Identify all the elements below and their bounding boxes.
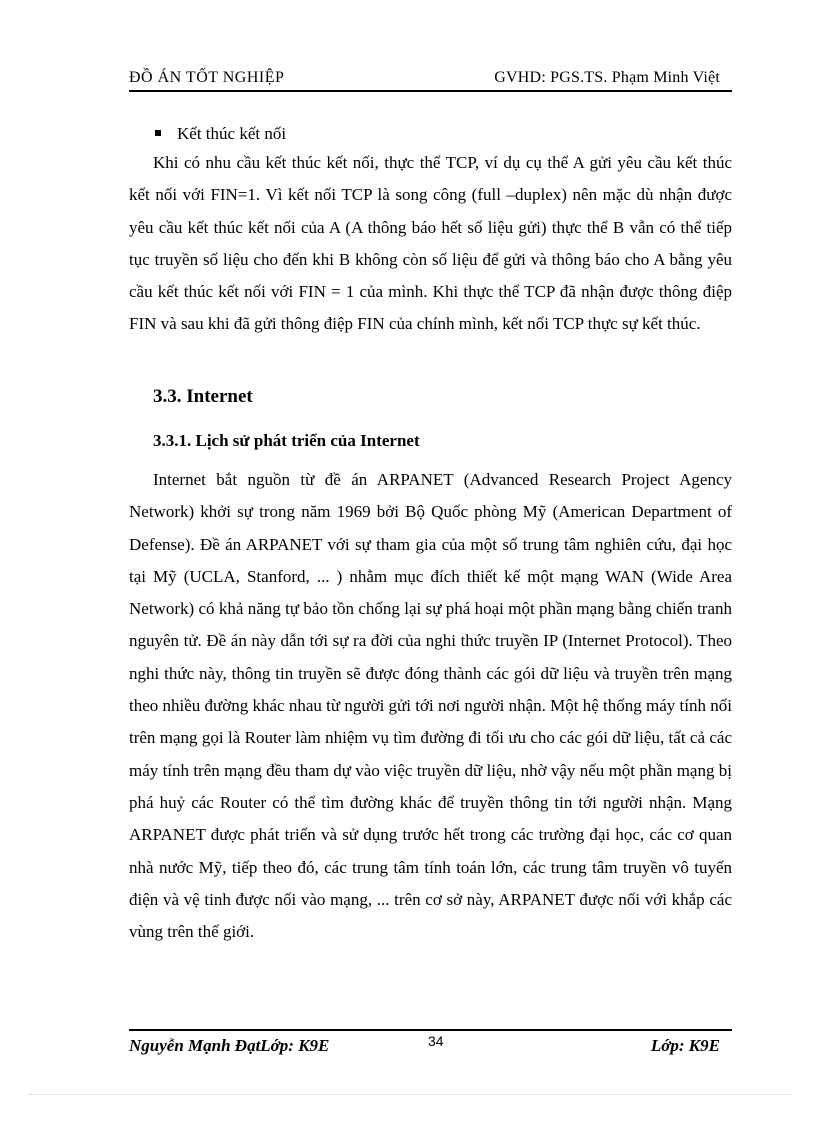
subsection-heading: 3.3.1. Lịch sử phát triển của Internet xyxy=(153,431,420,450)
header-supervisor: GVHD: PGS.TS. Phạm Minh Việt xyxy=(494,69,720,86)
bullet-label: Kết thúc kết nối xyxy=(177,124,287,143)
page-bottom-dotted-line xyxy=(28,1094,792,1095)
bullet-item xyxy=(155,124,286,144)
section-heading: 3.3. Internet xyxy=(153,386,253,407)
paragraph-connection-termination: Khi có nhu cầu kết thúc kết nối, thực thể TCP, ví dụ cụ thể A gửi yêu cầu kết thúc kết nối với FIN=1. Vì kết nối TCP là song công (full –duplex) nên mặc dù nhận được yêu cầu kết thúc kết nối của A (A thông báo hết số liệu gửi) thực thể B vẫn có thể tiếp tục truyền số liệu cho đến khi B không còn số liệu để gửi và thông báo cho A bằng yêu cầu kết thúc kết nối với FIN = 1 của mình. Khi thực thể TCP đã nhận được thông điệp FIN và sau khi đã gửi thông điệp FIN của chính mình, kết nối TCP thực sự kết thúc. xyxy=(129,153,732,334)
footer-author: Nguyễn Mạnh ĐạtLớp: K9E xyxy=(129,1036,330,1055)
footer-divider xyxy=(129,1029,732,1031)
page-header xyxy=(129,66,732,92)
paragraph-internet-history: Internet bắt nguồn từ đề án ARPANET (Advanced Research Project Agency Network) khởi sự trong năm 1969 bởi Bộ Quốc phòng Mỹ (American Department of Defense). Đề án ARPANET với sự tham gia của một số trung tâm nghiên cứu, đại học tại Mỹ (UCLA, Stanford, ... ) nhằm mục đích thiết kế một mạng WAN (Wide Area Network) có khả năng tự bảo tồn chống lại sự phá hoại một phần mạng bằng chiến tranh nguyên tử. Đề án này dẫn tới sự ra đời của nghi thức truyền IP (Internet Protocol). Theo nghi thức này, thông tin truyền sẽ được đóng thành các gói dữ liệu và truyền trên mạng theo nhiều đường khác nhau từ người gửi tới nơi người nhận. Một hệ thống máy tính nối trên mạng gọi là Router làm nhiệm vụ tìm đường đi tối ưu cho các gói dữ liệu, tất cả các máy tính trên mạng đều tham dự vào việc truyền dữ liệu, nhờ vậy nếu một phần mạng bị phá huỷ các Router có thể tìm đường khác để truyền thông tin tới người nhận. Mạng ARPANET được phát triển và sử dụng trước hết trong các trường đại học, các cơ quan nhà nước Mỹ, tiếp theo đó, các trung tâm tính toán lớn, các trung tâm truyền vô tuyến điện và vệ tinh được nối vào mạng, ... trên cơ sở này, ARPANET được nối với khắp các vùng trên thế giới. xyxy=(129,470,732,942)
footer-class: Lớp: K9E xyxy=(650,1036,720,1055)
square-bullet-icon xyxy=(155,130,161,136)
page-number: 34 xyxy=(428,1033,444,1049)
header-title: ĐỒ ÁN TỐT NGHIỆP xyxy=(129,69,285,86)
